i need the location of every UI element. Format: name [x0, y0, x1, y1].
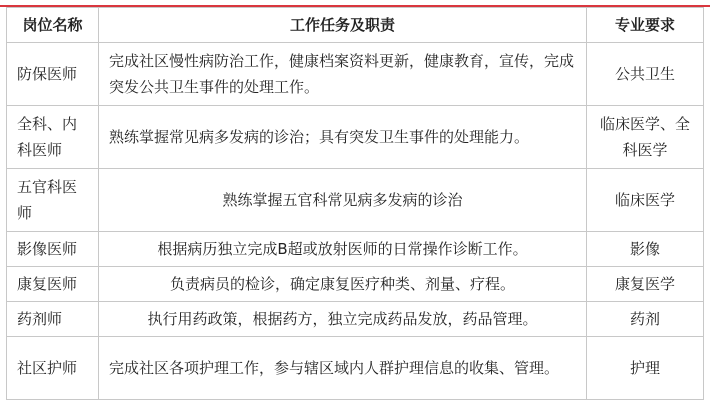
requirement-text: 药剂 [587, 302, 704, 337]
job-table [6, 7, 704, 400]
position-name: 影像医师 [7, 232, 99, 267]
table-row [7, 169, 704, 232]
table-row [7, 302, 704, 337]
requirement-text: 护理 [587, 337, 704, 400]
table-header-row [7, 8, 704, 43]
requirement-text: 临床医学、全科医学 [587, 106, 704, 169]
table-row [7, 106, 704, 169]
position-name: 药剂师 [7, 302, 99, 337]
table-row [7, 267, 704, 302]
header-position: 岗位名称 [7, 8, 99, 43]
position-name: 防保医师 [7, 43, 99, 106]
header-requirement: 专业要求 [587, 8, 704, 43]
position-name: 全科、内科医师 [7, 106, 99, 169]
requirement-text: 临床医学 [587, 169, 704, 232]
duty-text: 熟练掌握常见病多发病的诊治；具有突发卫生事件的处理能力。 [99, 106, 587, 169]
header-duties: 工作任务及职责 [99, 8, 587, 43]
requirement-text: 公共卫生 [587, 43, 704, 106]
duty-text: 熟练掌握五官科常见病多发病的诊治 [99, 169, 587, 232]
duty-text: 负责病员的检诊，确定康复医疗种类、剂量、疗程。 [99, 267, 587, 302]
requirement-text: 影像 [587, 232, 704, 267]
position-name: 社区护师 [7, 337, 99, 400]
duty-text: 根据病历独立完成B超或放射医师的日常操作诊断工作。 [99, 232, 587, 267]
position-name: 康复医师 [7, 267, 99, 302]
duty-text: 执行用药政策，根据药方，独立完成药品发放，药品管理。 [99, 302, 587, 337]
position-name: 五官科医师 [7, 169, 99, 232]
table-row [7, 232, 704, 267]
requirement-text: 康复医学 [587, 267, 704, 302]
table-row [7, 43, 704, 106]
duty-text: 完成社区慢性病防治工作，健康档案资料更新，健康教育，宣传，完成突发公共卫生事件的处理工作。 [99, 43, 587, 106]
duty-text: 完成社区各项护理工作，参与辖区域内人群护理信息的收集、管理。 [99, 337, 587, 400]
table-row [7, 337, 704, 400]
